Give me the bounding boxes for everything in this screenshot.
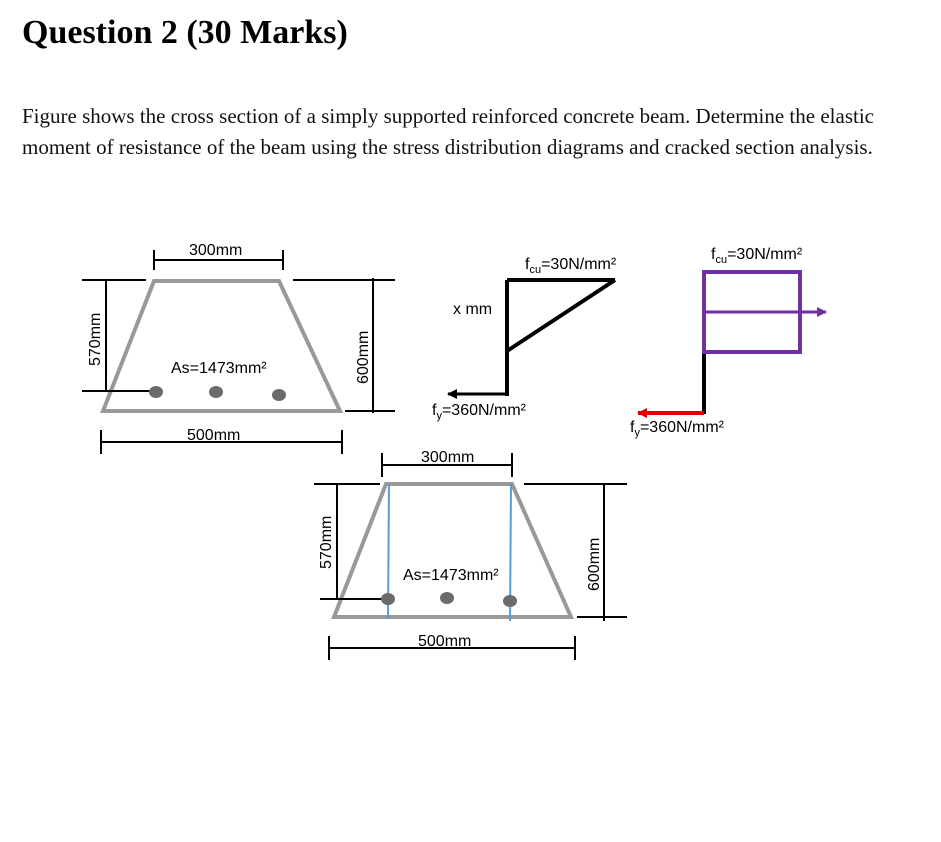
question-title: Question 2 (30 Marks) (22, 14, 348, 51)
rebar (272, 389, 286, 401)
stress-diagram (432, 256, 617, 422)
section-1-effective-depth: 570mm (87, 312, 104, 366)
section-1-bottom-width: 500mm (187, 427, 241, 444)
section-1-steel-area: As=1473mm² (171, 360, 267, 377)
section-2-total-depth: 600mm (586, 537, 603, 591)
rebar (209, 386, 223, 398)
section-2-effective-depth: 570mm (318, 515, 335, 569)
force-steel-label: $f_y=360N$/mm² (630, 419, 724, 439)
section-2-top-width: 300mm (421, 449, 475, 466)
stress-steel-label: $f_y=360N$/mm² (432, 402, 526, 422)
section-1-top-width: 300mm (189, 242, 243, 259)
section-1 (82, 242, 395, 454)
section-2-steel-area: As=1473mm² (403, 567, 499, 584)
rebar (381, 593, 395, 605)
rebar (503, 595, 517, 607)
section-1-total-depth: 600mm (355, 330, 372, 384)
force-diagram (630, 246, 826, 439)
section-2 (314, 449, 627, 660)
rebar (440, 592, 454, 604)
stress-concrete-label: $f_{cu}=30N$/mm² (525, 256, 617, 276)
section-2-bottom-width: 500mm (418, 633, 472, 650)
rebar (149, 386, 163, 398)
neutral-axis-depth-label: x mm (453, 301, 493, 318)
question-text: Figure shows the cross section of a simply supported reinforced concrete beam. Determine the elastic moment of resistance of the beam using the stress distribution diagrams and cracked section analysis. (22, 104, 874, 159)
force-concrete-label: $f_{cu}=30N$/mm² (711, 246, 803, 266)
